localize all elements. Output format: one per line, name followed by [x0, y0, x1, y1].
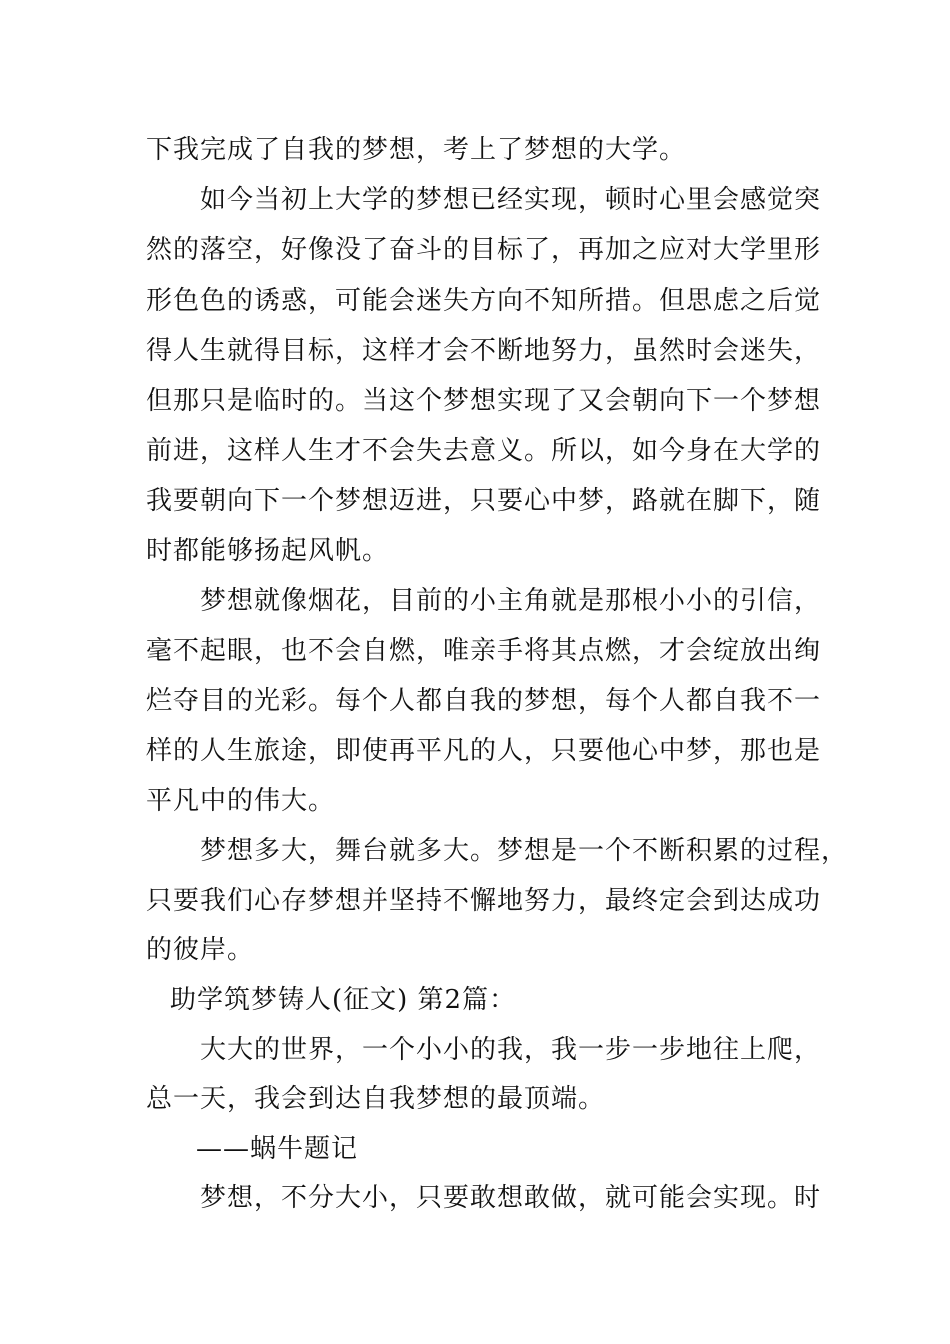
text-line: 总一天，我会到达自我梦想的最顶端。: [146, 1084, 606, 1114]
text-line: 得人生就得目标，这样才会不断地努力，虽然时会迷失，: [146, 336, 822, 366]
text-line: 的彼岸。: [146, 935, 255, 965]
text-line: 梦想，不分大小，只要敢想敢做，就可能会实现。时: [200, 1183, 822, 1213]
text-line: 只要我们心存梦想并坚持不懈地努力，最终定会到达成功: [146, 886, 822, 916]
text-line: 然的落空，好像没了奋斗的目标了，再加之应对大学里形: [146, 235, 822, 265]
text-line: 梦想就像烟花，目前的小主角就是那根小小的引信，: [200, 586, 822, 616]
text-line: 但那只是临时的。当这个梦想实现了又会朝向下一个梦想: [146, 386, 822, 416]
text-line: 样的人生旅途，即使再平凡的人，只要他心中梦，那也是: [146, 736, 822, 766]
section-heading: 助学筑梦铸人(征文) 第2篇：: [170, 985, 517, 1015]
text-line: 如今当初上大学的梦想已经实现，顿时心里会感觉突: [200, 185, 822, 215]
text-line: 我要朝向下一个梦想迈进，只要心中梦，路就在脚下，随: [146, 486, 822, 516]
text-line: 梦想多大，舞台就多大。梦想是一个不断积累的过程，: [200, 836, 849, 866]
text-line: 平凡中的伟大。: [146, 786, 336, 816]
text-line: 毫不起眼，也不会自燃，唯亲手将其点燃，才会绽放出绚: [146, 636, 822, 666]
text-line: 形色色的诱惑，可能会迷失方向不知所措。但思虑之后觉: [146, 286, 822, 316]
text-line: 时都能够扬起风帆。: [146, 536, 390, 566]
text-line: 前进，这样人生才不会失去意义。所以，如今身在大学的: [146, 436, 822, 466]
text-line: 大大的世界，一个小小的我，我一步一步地往上爬，: [200, 1035, 822, 1065]
text-line: 下我完成了自我的梦想，考上了梦想的大学。: [146, 135, 687, 165]
epigraph-attribution: ——蜗牛题记: [196, 1134, 359, 1164]
text-line: 烂夺目的光彩。每个人都自我的梦想，每个人都自我不一: [146, 686, 822, 716]
